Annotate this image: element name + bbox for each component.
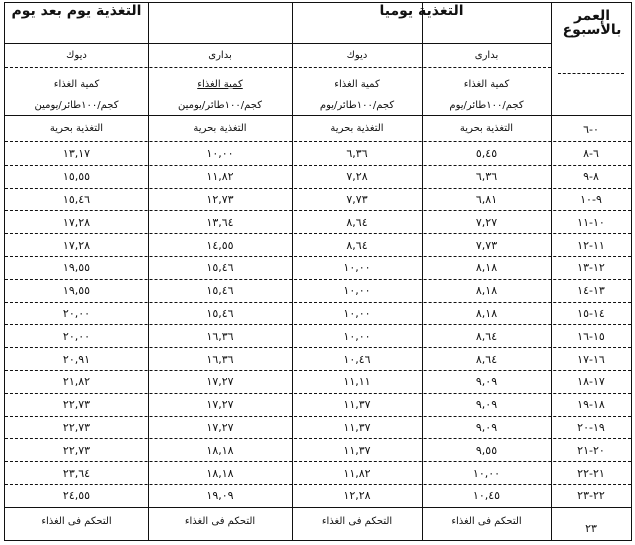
feed-value-cell: ١٠,٠٠: [343, 261, 371, 275]
feed-value-cell: ١٥,٤٦: [206, 306, 234, 320]
feed-value-cell: ٨,١٨: [475, 306, 498, 320]
feed-value-cell: ١٨,١٨: [206, 466, 234, 480]
feed-value-cell: ١٨,١٨: [206, 443, 234, 457]
feed-value-cell: ٦,٣٦: [346, 147, 368, 161]
feed-value-cell: ١٣,١٧: [62, 147, 91, 161]
row-separator: [5, 461, 631, 462]
row-separator: [5, 165, 631, 166]
header-dash: [5, 141, 631, 142]
feed-value-cell: ٧,٢٨: [346, 170, 368, 184]
feed-value-cell: ٢٢,٧٣: [62, 398, 91, 412]
feed-value-cell: ١٥,٥٥: [62, 170, 91, 184]
feed-value-cell: ١٥,٤٦: [206, 261, 234, 275]
feed-value-cell: ١٧,٢٧: [206, 398, 234, 412]
feed-value-cell: ١٣,٦٤: [206, 215, 234, 229]
row-separator: [5, 279, 631, 280]
feed-value-cell: ٦,٨١: [475, 192, 498, 206]
feed-value-cell: ١٧,٢٨: [62, 238, 91, 252]
feed-value-cell: ٢٣,٦٤: [62, 466, 91, 480]
header-dash: [5, 67, 551, 68]
feed-value-cell: ١٠,٠٠: [472, 466, 501, 480]
unit-label: كجم/١٠٠طائر/يومين: [178, 99, 262, 111]
feed-value-cell: ٢٢,٧٣: [62, 420, 91, 434]
age-cell: ١١-١٢: [577, 238, 605, 252]
age-cell: ١٢-١٣: [577, 261, 605, 275]
feed-value-cell: ١٠,٠٠: [343, 306, 371, 320]
feed-value-cell: ١١,٣٧: [343, 443, 371, 457]
feed-value-cell: ١١,٣٧: [343, 420, 371, 434]
age-cell: ١٠-١١: [577, 215, 605, 229]
age-header: العمر بالأسبوع: [562, 8, 622, 38]
row-separator: [5, 438, 631, 439]
ad-lib-label: التغذية بحرية: [459, 122, 514, 134]
feed-value-cell: ٨,٦٤: [346, 215, 368, 229]
feed-value-cell: ٩,٠٩: [475, 398, 498, 412]
feed-amount-label: كمية الغذاء: [334, 78, 380, 90]
alt-day-header: التغذية يوم بعد يوم: [11, 3, 142, 19]
alt-cockerels-label: ديوك: [66, 49, 87, 61]
feed-value-cell: ١٩,٥٥: [62, 261, 91, 275]
feed-amount-label: كمية الغذاء: [463, 78, 510, 90]
controlled-label: التحكم فى الغذاء: [451, 515, 522, 527]
row-separator: [5, 507, 631, 508]
row-separator: [5, 393, 631, 394]
feed-value-cell: ٢٤,٥٥: [62, 489, 91, 503]
age-cell: ٩-١٠: [580, 192, 602, 206]
ad-lib-label: التغذية بحرية: [330, 122, 384, 134]
row-separator: [5, 188, 631, 189]
feed-value-cell: ٨,٦٤: [346, 238, 368, 252]
feed-value-cell: ١١,٨٢: [343, 466, 371, 480]
age-cell: ١٨-١٩: [577, 398, 605, 412]
feed-value-cell: ١١,٨٢: [206, 170, 234, 184]
feed-value-cell: ٢٠,٩١: [62, 352, 91, 366]
row-separator: [5, 324, 631, 325]
feed-amount-label: كمية الغذاء: [197, 78, 243, 90]
daily-pullets-label: بدارى: [474, 49, 499, 61]
row-separator: [5, 347, 631, 348]
row-separator: [5, 370, 631, 371]
feed-value-cell: ٧,٧٣: [346, 192, 368, 206]
row-separator: [5, 210, 631, 211]
controlled-label: التحكم فى الغذاء: [184, 515, 256, 527]
feed-value-cell: ١٠,٤٦: [343, 352, 371, 366]
feed-value-cell: ١٠,٠٠: [343, 284, 371, 298]
age-cell: ١٤-١٥: [577, 306, 605, 320]
feed-value-cell: ٩,٠٩: [475, 375, 498, 389]
header-divider: [5, 115, 631, 116]
age-cell: ٢١-٢٢: [577, 466, 605, 480]
feed-value-cell: ١٦,٣٦: [206, 329, 234, 343]
unit-label: كجم/١٠٠طائر/يوم: [449, 99, 524, 111]
unit-label: كجم/١٠٠طائر/يوم: [319, 99, 395, 111]
feed-value-cell: ١٥,٤٦: [206, 284, 234, 298]
feed-value-cell: ١٩,٥٥: [62, 284, 91, 298]
feeding-table: [4, 2, 632, 541]
feed-value-cell: ١٧,٢٧: [206, 375, 234, 389]
feed-value-cell: ١٧,٢٨: [62, 215, 91, 229]
feed-value-cell: ٢٠,٠٠: [62, 329, 91, 343]
feed-value-cell: ١٠,٤٥: [472, 489, 501, 503]
feed-value-cell: ١٠,٠٠: [206, 147, 234, 161]
age-cell: ٢٠-٢١: [577, 443, 605, 457]
age-cell: ٦-٨: [583, 147, 599, 161]
feed-value-cell: ١١,٣٧: [343, 398, 371, 412]
age-cell: ٠-٦: [583, 122, 599, 136]
age-cell: ٢٢-٢٣: [577, 489, 605, 503]
unit-label: كجم/١٠٠طائر/يومين: [34, 99, 119, 111]
feed-value-cell: ١٦,٣٦: [206, 352, 234, 366]
age-cell: ١٥-١٦: [577, 329, 605, 343]
controlled-label: التحكم فى الغذاء: [321, 515, 393, 527]
row-separator: [5, 416, 631, 417]
age-cell: ١٩-٢٠: [577, 420, 605, 434]
feed-value-cell: ١٩,٠٩: [206, 489, 234, 503]
daily-header: التغذية يوميا: [379, 3, 464, 19]
daily-cockerels-label: ديوك: [346, 49, 368, 61]
feed-value-cell: ٥,٤٥: [475, 147, 498, 161]
feed-value-cell: ١٧,٢٧: [206, 420, 234, 434]
feed-value-cell: ١١,١١: [343, 375, 371, 389]
feed-amount-label: كمية الغذاء: [53, 78, 100, 90]
age-cell: ٨-٩: [583, 170, 599, 184]
feed-value-cell: ١٥,٤٦: [62, 192, 91, 206]
feed-value-cell: ٩,٠٩: [475, 420, 498, 434]
alt-pullets-label: بدارى: [208, 49, 232, 61]
feed-value-cell: ١٢,٢٨: [343, 489, 371, 503]
row-separator: [5, 256, 631, 257]
feed-value-cell: ٨,٦٤: [475, 329, 498, 343]
ad-lib-label: التغذية بحرية: [49, 122, 104, 134]
age-cell: ١٧-١٨: [577, 375, 605, 389]
age-cell: ٢٣: [585, 521, 597, 535]
ad-lib-label: التغذية بحرية: [193, 122, 247, 134]
controlled-label: التحكم فى الغذاء: [41, 515, 112, 527]
header-dash: [558, 73, 624, 74]
feed-value-cell: ٢٠,٠٠: [62, 306, 91, 320]
feed-value-cell: ٨,١٨: [475, 284, 498, 298]
feed-value-cell: ٢٢,٧٣: [62, 443, 91, 457]
feed-value-cell: ٢١,٨٢: [62, 375, 91, 389]
feed-value-cell: ١٤,٥٥: [206, 238, 234, 252]
row-separator: [5, 233, 631, 234]
header-divider: [5, 43, 551, 44]
feed-value-cell: ٦,٣٦: [475, 170, 498, 184]
row-separator: [5, 302, 631, 303]
feed-value-cell: ٨,٦٤: [475, 352, 498, 366]
feed-value-cell: ٧,٧٣: [475, 238, 498, 252]
age-cell: ١٦-١٧: [577, 352, 605, 366]
feed-value-cell: ٩,٥٥: [475, 443, 498, 457]
feed-value-cell: ٨,١٨: [475, 261, 498, 275]
row-separator: [5, 484, 631, 485]
feed-value-cell: ٧,٢٧: [475, 215, 498, 229]
feed-value-cell: ١٠,٠٠: [343, 329, 371, 343]
age-cell: ١٣-١٤: [577, 284, 605, 298]
feed-value-cell: ١٢,٧٣: [206, 192, 234, 206]
